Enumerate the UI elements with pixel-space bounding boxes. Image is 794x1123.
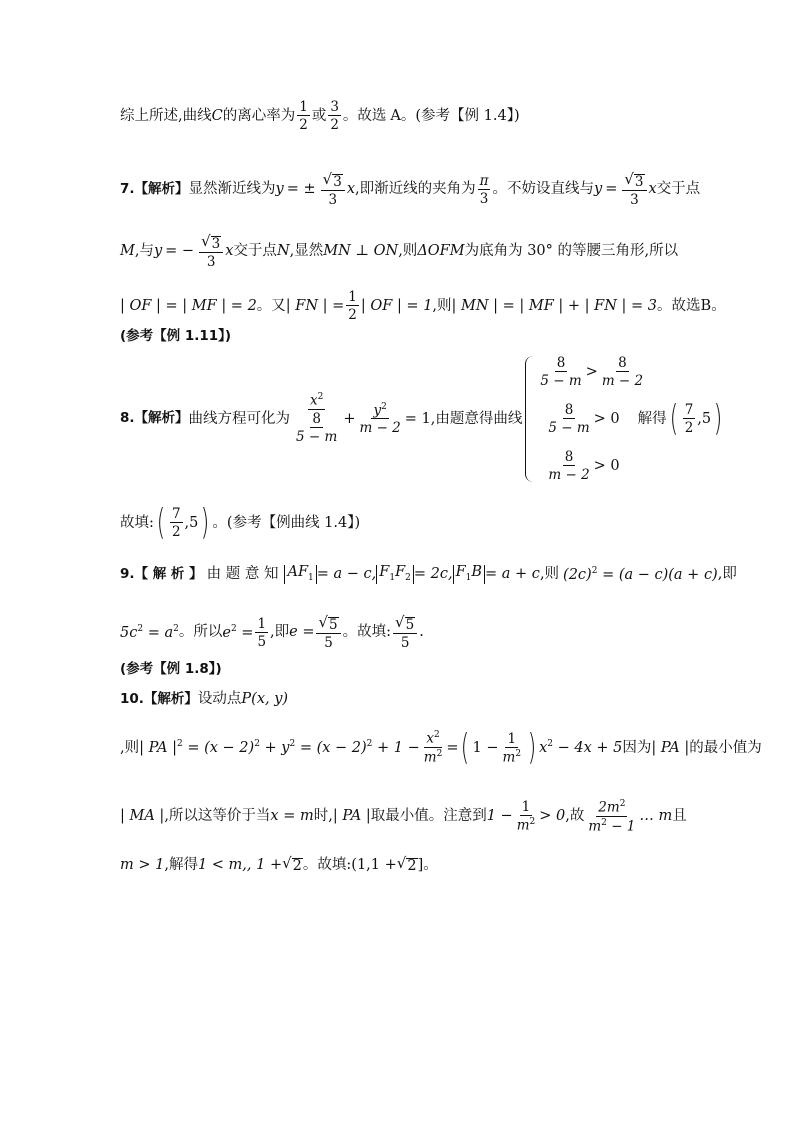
text: 。故填: — [342, 624, 392, 641]
choice: B — [700, 297, 712, 314]
fraction-half: $\frac{1}{2}$ — [348, 289, 357, 324]
text: 的最小值为 — [689, 739, 762, 756]
text: 。又 — [256, 297, 286, 314]
math-point: P(x, y) — [241, 691, 289, 707]
q7-line-2 — [120, 234, 678, 269]
fraction-1-over-m2: $\frac{1}{m^2}$ — [502, 730, 522, 766]
system-of-inequalities: $\frac{8}{5 - m}$ > $\frac{8}{m - 2}$ $\frac{8}{5 - m}$ > 0 解得 ( $\frac{7}{2}$ ,5 ) $\frac{8}{m - 2}$ > 0 — [525, 356, 725, 482]
math-x: x — [346, 181, 355, 198]
math-expr: | PA | — [332, 808, 371, 825]
math-expr: 1 − — [486, 808, 513, 825]
summary-line — [120, 100, 520, 132]
math-y: y — [275, 181, 284, 198]
text: 为底角为 30° 的等腰三角形,所以 — [464, 243, 679, 260]
text: 。 — [711, 297, 726, 314]
q9-reference — [120, 662, 222, 677]
math-expr: ] — [417, 856, 424, 873]
q8-block — [120, 356, 725, 482]
fraction-1-over-m2: $\frac{1}{m^2}$ — [516, 799, 536, 834]
q10-line-1 — [120, 692, 288, 707]
text: 。故填: — [302, 856, 352, 873]
text: 交于点 — [656, 181, 701, 198]
math-expr: = a + c — [485, 566, 540, 583]
text: ,由题意得曲线 — [430, 410, 523, 427]
math-y: y — [593, 181, 603, 198]
q10-line-2: ,则 | PA $|^2 = (x - 2)^2 + y^2 = (x - 2)^2 + 1$ − $\frac{x^2}{m^2}$ = ( 1 − $\frac{1}{m^2}$ ) $x^2 - 4x + 5$ 因为 | PA | 的最小值为 — [120, 727, 762, 768]
analysis-tag: 【解析】 — [134, 410, 189, 427]
fraction-sqrt3-over-3: √ 3 3 — [199, 234, 223, 269]
math-x: x — [225, 243, 234, 260]
math-expr: | FN | = — [285, 297, 345, 314]
math-n: N — [276, 243, 290, 260]
reference-text: (参考【例 1.8】) — [120, 661, 222, 677]
q8-answer-line: 故填: ( $\frac{7}{2}$ ,5 ) 。(参考【例曲线 1.4】) — [120, 502, 361, 543]
text: ,则 — [432, 297, 452, 314]
text: 。(参考【例 1.4】) — [400, 107, 520, 124]
q7-line-1 — [120, 172, 700, 207]
text: ,故 — [565, 808, 585, 825]
text: ,与 — [134, 243, 154, 260]
text: 因为 — [622, 739, 652, 756]
fraction-x2-over-8: $\frac{x^2}{\frac{8}{5 - m}}$ — [296, 392, 338, 446]
math-expr: (1,1 + — [351, 856, 397, 873]
math-expr: $x^2 - 4x + 5$ — [539, 739, 623, 757]
math-expr: | OF | = 1 — [360, 297, 433, 314]
text: 。 — [423, 856, 438, 873]
math-expr: m > 1 — [120, 856, 165, 873]
choice: A — [390, 107, 401, 124]
math-m: M — [120, 243, 135, 260]
text: 显然渐近线为 — [188, 181, 276, 198]
text: 解得 — [637, 410, 667, 427]
text: . — [419, 624, 424, 641]
text: ,5 — [184, 514, 199, 531]
text: 时, — [313, 808, 333, 825]
math-expr: $e^2$ = — [222, 624, 254, 641]
text: 且 — [672, 808, 687, 825]
fraction-sqrt3-over-3: √ 3 3 — [622, 172, 646, 207]
text: ,则 — [398, 243, 418, 260]
math-op: = — [446, 739, 459, 756]
analysis-tag: 【 解 析 】 — [134, 565, 203, 582]
text: ,显然 — [289, 243, 324, 260]
text: ,即渐近线的夹角为 — [355, 181, 476, 198]
math-expr: | MA | — [120, 808, 165, 825]
math-expr: $5c^2 = a^2$ — [120, 624, 179, 641]
text: ,则 — [539, 566, 560, 583]
abs-af1: $AF_1$ — [284, 565, 316, 584]
text: 由 题 意 知 — [206, 566, 279, 583]
text: ,解得 — [164, 856, 198, 873]
text: 或 — [311, 107, 327, 124]
q7-line-3 — [120, 290, 726, 322]
sqrt-2: √ 2 — [282, 854, 302, 874]
math-expr: | OF | = | MF | = 2 — [120, 297, 257, 314]
abs-f1b: $F_1B$ — [453, 565, 485, 584]
text: 。故选 — [342, 107, 387, 124]
text: 曲线方程可化为 — [188, 410, 291, 427]
text: ,则 — [120, 739, 140, 756]
text: ,即 — [270, 624, 290, 641]
math-triangle: ΔOFM — [417, 243, 465, 260]
question-number: 7. — [120, 180, 135, 197]
fraction-sqrt3-over-3: √ 3 3 — [321, 172, 345, 207]
text: 。(参考【例曲线 1.4】) — [212, 514, 361, 531]
q10-line-3 — [120, 800, 687, 833]
fraction-one-fifth: $\frac{1}{5}$ — [257, 615, 267, 650]
math-expr: 1 − — [472, 739, 499, 756]
question-number: 10. — [120, 690, 144, 707]
text: 的离心率为 — [222, 107, 296, 124]
fraction-y2: $\frac{y^2}{m - 2}$ — [359, 401, 401, 437]
math-op: + — [343, 410, 356, 427]
text: 综上所述,曲线 — [120, 107, 212, 124]
math-expr: e = — [289, 624, 315, 641]
math-op: = 1 — [404, 410, 431, 427]
fraction-sqrt5-over-5: √ 5 5 — [393, 615, 417, 650]
math-y: y — [153, 243, 163, 260]
math-expr: … m — [639, 808, 673, 825]
fraction-half: $\frac{1}{2}$ — [299, 99, 308, 134]
fraction-three-halves: $\frac{3}{2}$ — [330, 99, 339, 134]
fraction-2m2-over-m2-minus-1: $\frac{2m^2}{m^2 - 1}$ — [588, 799, 636, 835]
math-x: x — [648, 181, 657, 198]
math-c: C — [211, 107, 223, 124]
text: ,所以这等价于当 — [164, 808, 271, 825]
fraction-seven-halves: $\frac{7}{2}$ — [171, 505, 181, 540]
math-expr: | MN | = | MF | + | FN | = 3 — [451, 297, 658, 314]
fraction-sqrt5-over-5: √ 5 5 — [316, 615, 340, 650]
math-op: = ± — [286, 181, 316, 198]
q9-line-2 — [120, 615, 424, 650]
text: 。故选 — [657, 297, 701, 314]
question-number: 8. — [120, 410, 135, 427]
math-expr: $(2c)^2 = (a - c)(a + c)$ — [563, 565, 718, 583]
text: 设动点 — [197, 691, 242, 707]
math-expr: x = m — [270, 808, 314, 825]
q10-line-4 — [120, 856, 438, 874]
analysis-tag: 【解析】 — [143, 690, 198, 707]
math-expr: = a − c, — [316, 566, 377, 583]
abs-f1f2: $F_1F_2$ — [376, 565, 414, 584]
analysis-tag: 【解析】 — [134, 180, 189, 197]
text: 。所以 — [178, 624, 223, 641]
q7-reference — [120, 329, 231, 344]
math-expr: > 0 — [539, 808, 566, 825]
math-op: = — [605, 181, 618, 198]
text: 故填: — [120, 514, 154, 531]
text: 交于点 — [233, 243, 277, 260]
math-op: = − — [165, 243, 195, 260]
text: 。不妨设直线与 — [492, 181, 594, 198]
fraction-pi-over-3: $\frac{\pi}{3}$ — [479, 172, 489, 207]
math-expr: 1 < m,, 1 + — [197, 856, 283, 873]
question-number: 9. — [120, 565, 135, 582]
fraction-x2-over-m2: $\frac{x^2}{m^2}$ — [423, 730, 443, 766]
q9-line-1 — [120, 565, 737, 584]
math-expr: | PA $|^2 = (x - 2)^2 + y^2 = (x - 2)^2 + 1$ − — [139, 739, 420, 757]
sqrt-2: √ 2 — [396, 854, 417, 874]
reference-text: (参考【例 1.11】) — [120, 328, 232, 344]
math-expr: | PA | — [651, 739, 690, 756]
text: ,即 — [717, 566, 737, 583]
math-perp: MN ⊥ ON — [323, 243, 399, 260]
text: 取最小值。注意到 — [370, 808, 487, 825]
math-expr: = 2c, — [413, 566, 453, 583]
